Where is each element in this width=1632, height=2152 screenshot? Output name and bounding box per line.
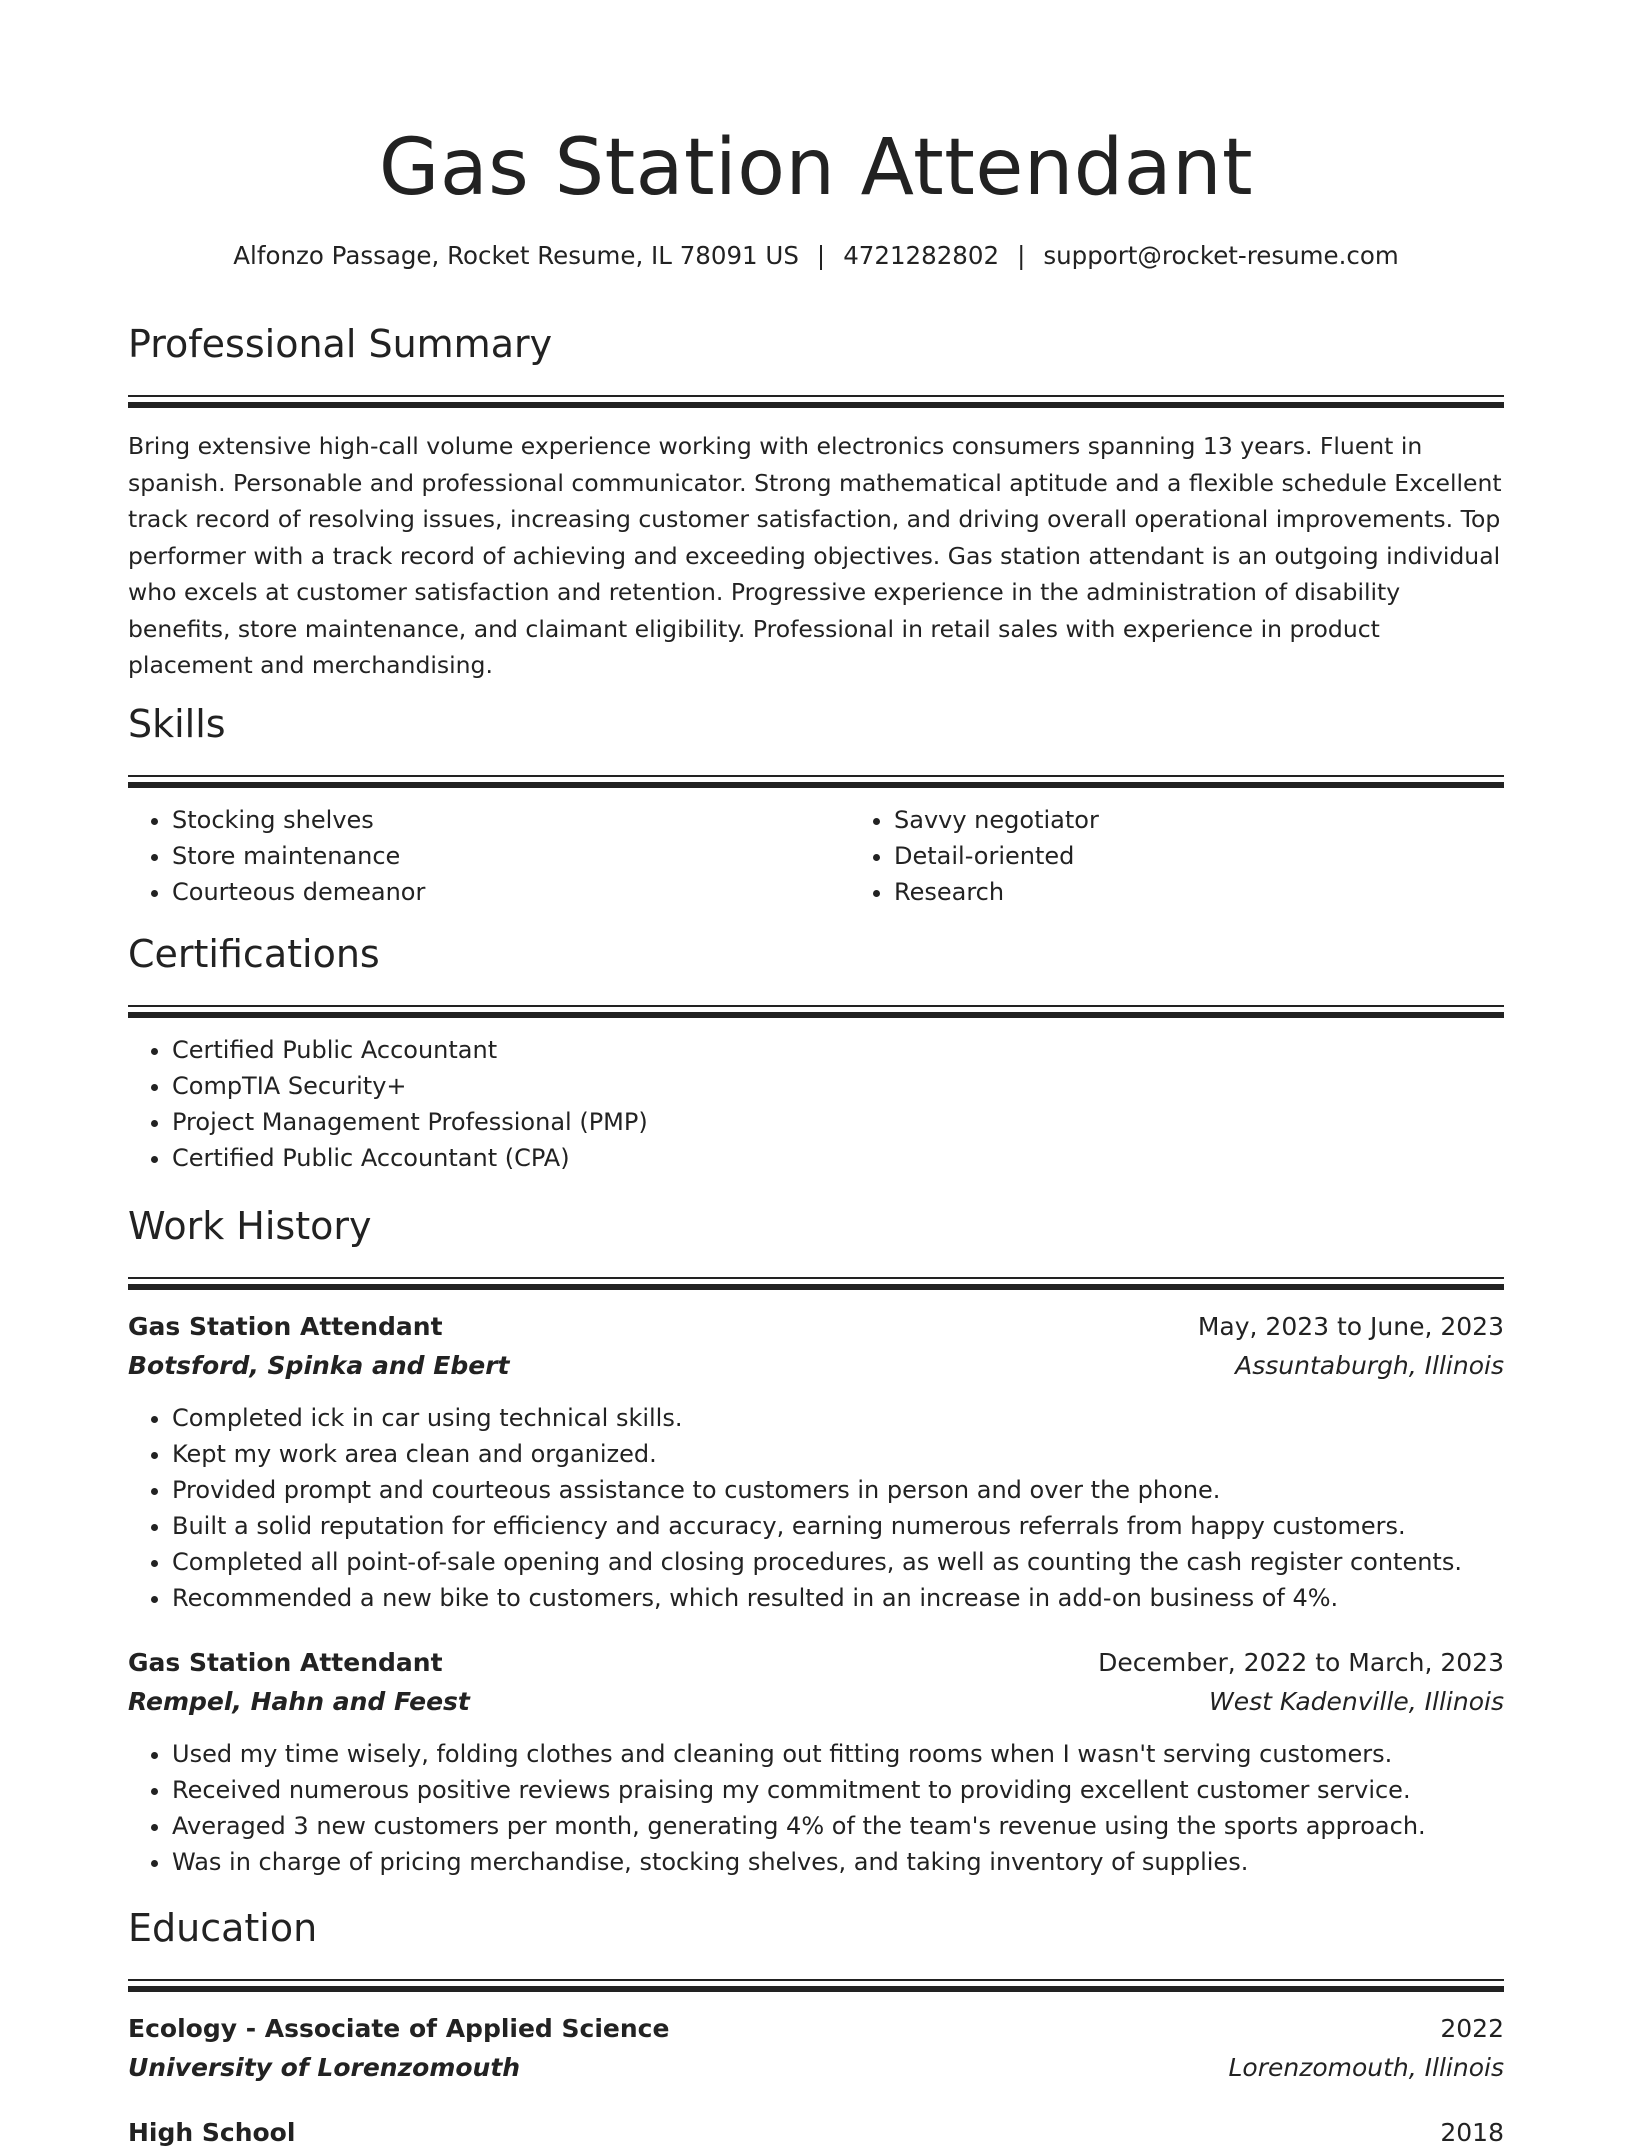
job-bullets [128,1400,1504,1616]
education-degree: Ecology - Associate of Applied Science [128,2013,670,2043]
job-bullet: • Was in charge of pricing merchandise, stocking shelves, and taking inventory of supplies. [172,1844,1504,1880]
education-entry [128,2010,1504,2088]
job-dates: December, 2022 to March, 2023 [1098,1647,1504,1677]
education-entry [128,2114,1504,2152]
skills-columns [128,802,1504,910]
contact-address: Alfonzo Passage, Rocket Resume, IL 78091 US [233,241,799,270]
certification-item: • Certified Public Accountant [172,1032,1504,1068]
education-location: Lorenzomouth, Illinois [1228,2052,1504,2082]
summary-text: Bring extensive high-call volume experience working with electronics consumers spanning 13 years. Fluent in spanish. Personable and professional communicator. Strong mathematical aptitude and a flexible schedule Excellent track record of resolving issues, increasing customer satisfaction, and driving overall operational improvements. Top performer with a track record of achieving and exceeding objectives. Gas station attendant is an outgoing individual who excels at customer satisfaction and retention. Progressive experience in the administration of disability benefits, store maintenance, and claimant eligibility. Professional in retail sales with experience in product placement and merchandising. [128,432,1502,679]
job-location: West Kadenville, Illinois [1208,1686,1504,1716]
education-year: 2022 [1440,2013,1504,2043]
job-bullet: • Completed ick in car using technical skills. [172,1400,1504,1436]
section-divider [128,1979,1504,1981]
education-school: University of Lorenzomouth [128,2052,521,2082]
section-divider [128,1284,1504,1290]
job-bullet: • Provided prompt and courteous assistance to customers in person and over the phone. [172,1472,1504,1508]
resume-content [128,318,1504,2152]
job-dates: May, 2023 to June, 2023 [1197,1311,1504,1341]
section-divider [128,1986,1504,1992]
section-divider [128,775,1504,777]
job-entry [128,1644,1504,1880]
section-divider [128,402,1504,408]
skill-item: • Stocking shelves [172,802,850,838]
job-title: Gas Station Attendant [128,1647,443,1677]
education-header [128,2114,1504,2152]
job-bullet: • Kept my work area clean and organized. [172,1436,1504,1472]
section-divider [128,782,1504,788]
section-divider [128,395,1504,397]
job-entry [128,1308,1504,1616]
job-bullet: • Built a solid reputation for efficiency and accuracy, earning numerous referrals from happy customers. [172,1508,1504,1544]
skill-item: • Store maintenance [172,838,850,874]
work-history-section [128,1200,1504,1880]
skill-item: • Savvy negotiator [894,802,1504,838]
contact-phone: 4721282802 [843,241,1000,270]
job-title: Gas Station Attendant [128,1311,443,1341]
job-subheader [128,1682,1504,1722]
certification-item: • Certified Public Accountant (CPA) [172,1140,1504,1176]
resume-name: Gas Station Attendant [378,123,1254,213]
section-divider [128,1005,1504,1007]
skills-section [128,698,1504,910]
job-bullet: • Used my time wisely, folding clothes and cleaning out fitting rooms when I wasn't serving customers. [172,1736,1504,1772]
skills-list-right [850,802,1504,910]
education-subheader [128,2048,1504,2088]
certifications-section [128,928,1504,1176]
job-subheader [128,1346,1504,1386]
contact-line [0,238,1632,274]
certification-item: • CompTIA Security+ [172,1068,1504,1104]
job-header [128,1308,1504,1346]
job-bullets [128,1736,1504,1880]
summary-section [128,318,1504,684]
contact-email[interactable]: support@rocket-resume.com [1043,241,1399,270]
job-location: Assuntaburgh, Illinois [1235,1350,1504,1380]
education-header [128,2010,1504,2048]
education-degree: High School [128,2117,296,2147]
certification-item: • Project Management Professional (PMP) [172,1104,1504,1140]
contact-separator: | [816,241,826,270]
job-company: Rempel, Hahn and Feest [128,1686,470,1716]
skills-list-left [128,802,850,910]
section-title-certifications: Certifications [128,931,380,976]
section-title-summary: Professional Summary [128,322,553,366]
section-title-skills: Skills [128,701,226,746]
job-bullet: • Averaged 3 new customers per month, generating 4% of the team's revenue using the sports approach. [172,1808,1504,1844]
job-bullet: • Completed all point-of-sale opening and closing procedures, as well as counting the cash register contents. [172,1544,1504,1580]
section-title-education: Education [128,1905,318,1950]
skill-item: • Research [894,874,1504,910]
section-divider [128,1012,1504,1018]
skill-item: • Courteous demeanor [172,874,850,910]
job-bullet: • Recommended a new bike to customers, which resulted in an increase in add-on business of 4%. [172,1580,1504,1616]
education-year: 2018 [1440,2117,1504,2147]
skill-item: • Detail-oriented [894,838,1504,874]
section-divider [128,1277,1504,1279]
job-header [128,1644,1504,1682]
certifications-list [128,1032,1504,1176]
education-section [128,1902,1504,2152]
section-title-work: Work History [128,1203,372,1248]
job-company: Botsford, Spinka and Ebert [128,1350,510,1380]
contact-separator: | [1017,241,1026,270]
job-bullet: • Received numerous positive reviews praising my commitment to providing excellent customer service. [172,1772,1504,1808]
